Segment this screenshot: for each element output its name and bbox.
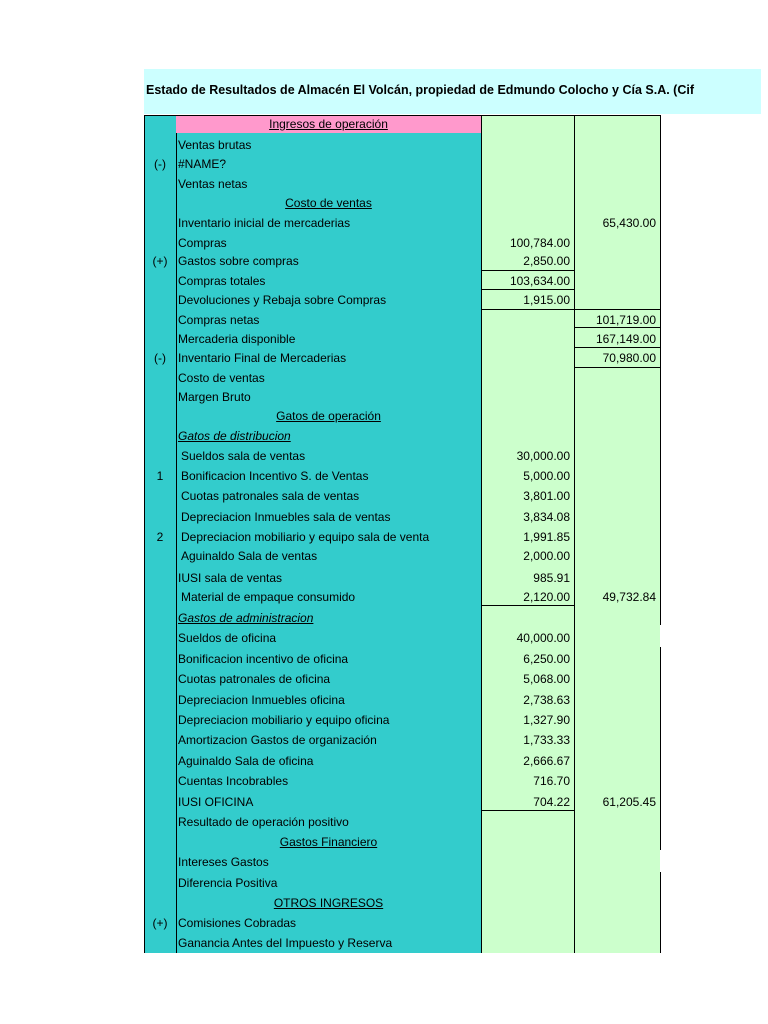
- table-row[interactable]: [144, 290, 660, 310]
- section-header: Gatos de operación: [276, 409, 381, 423]
- table-row[interactable]: [144, 154, 660, 174]
- section-header: OTROS INGRESOS: [273, 896, 384, 910]
- row-label: Depreciacion Inmuebles oficina: [178, 693, 345, 707]
- row-label: Cuentas Incobrables: [178, 774, 289, 788]
- row-label: Cuotas patronales de oficina: [178, 672, 331, 686]
- detail-value: 1,733.33: [523, 733, 570, 747]
- table-row[interactable]: [144, 710, 660, 730]
- table-row[interactable]: [144, 271, 660, 291]
- table-row[interactable]: [144, 213, 660, 233]
- table-row[interactable]: [144, 649, 660, 669]
- row-label: Compras totales: [178, 274, 266, 288]
- table-right-border: [660, 115, 661, 953]
- row-label: Costo de ventas: [178, 371, 265, 385]
- table-row[interactable]: [144, 792, 660, 812]
- detail-value: 1,915.00: [523, 293, 570, 307]
- total-value: 167,149.00: [595, 332, 656, 346]
- total-value: 70,980.00: [602, 351, 656, 365]
- detail-value: 704.22: [533, 795, 570, 809]
- detail-value: 2,666.67: [523, 754, 570, 768]
- table-row[interactable]: [144, 812, 660, 832]
- total-value: 101,719.00: [595, 313, 656, 327]
- table-row[interactable]: [144, 628, 660, 648]
- section-header: Gastos Financiero: [279, 835, 378, 849]
- row-label: Bonificacion incentivo de oficina: [178, 652, 349, 666]
- row-label: Devoluciones y Rebaja sobre Compras: [178, 293, 387, 307]
- table-row[interactable]: [144, 116, 660, 136]
- row-label: Ganancia Antes del Impuesto y Reserva: [178, 936, 393, 950]
- row-label: Aguinaldo Sala de oficina: [178, 754, 314, 768]
- table-row[interactable]: [144, 348, 660, 368]
- row-label: Margen Bruto: [178, 390, 251, 404]
- row-label: Cuotas patronales sala de ventas: [181, 489, 360, 503]
- row-label: Gastos sobre compras: [178, 254, 299, 268]
- row-label: Depreciacion mobiliario y equipo oficina: [178, 713, 390, 727]
- row-sign: (+): [152, 916, 168, 930]
- row-label: Sueldos de oficina: [178, 631, 277, 645]
- row-label: Compras: [178, 236, 227, 250]
- row-label: IUSI sala de ventas: [178, 571, 283, 585]
- table-row[interactable]: [144, 135, 660, 155]
- table-row[interactable]: [144, 406, 660, 426]
- detail-value: 30,000.00: [516, 449, 570, 463]
- detail-value: 3,834.08: [523, 510, 570, 524]
- detail-value: 103,634.00: [509, 274, 570, 288]
- row-label: Compras netas: [178, 313, 260, 327]
- row-label: Amortizacion Gastos de organización: [178, 733, 377, 747]
- cell-gap: [660, 850, 662, 872]
- row-sign: 2: [156, 530, 164, 544]
- row-label: Ventas brutas: [178, 138, 252, 152]
- table-row[interactable]: [144, 608, 660, 628]
- table-row[interactable]: [144, 426, 660, 446]
- sheet-title: Estado de Resultados de Almacén El Volcán, propiedad de Edmundo Colocho y Cía S.A. (Cif: [146, 83, 694, 97]
- total-value: 65,430.00: [602, 216, 656, 230]
- table-row[interactable]: [144, 913, 660, 933]
- table-row[interactable]: [144, 873, 660, 893]
- subsection-header: Gastos de administracion: [178, 611, 314, 625]
- table-row[interactable]: [144, 310, 660, 330]
- row-label: Bonificacion Incentivo S. de Ventas: [181, 469, 369, 483]
- detail-value: 6,250.00: [523, 652, 570, 666]
- section-header: Costo de ventas: [285, 196, 372, 210]
- table-row[interactable]: [144, 587, 660, 607]
- table-row[interactable]: [144, 446, 660, 466]
- table-row[interactable]: [144, 368, 660, 388]
- table-row[interactable]: [144, 251, 660, 271]
- row-label: Comisiones Cobradas: [178, 916, 297, 930]
- detail-value: 716.70: [533, 774, 570, 788]
- row-label: Resultado de operación positivo: [178, 815, 349, 829]
- total-value: 61,205.45: [602, 795, 656, 809]
- table-row[interactable]: [144, 893, 660, 913]
- detail-value: 1,327.90: [523, 713, 570, 727]
- section-header-ingresos: Ingresos de operación: [176, 116, 481, 133]
- table-row[interactable]: [144, 486, 660, 506]
- row-label: Material de empaque consumido: [181, 590, 356, 604]
- row-label: Diferencia Positiva: [178, 876, 278, 890]
- table-row[interactable]: [144, 233, 660, 253]
- table-row[interactable]: [144, 466, 660, 486]
- table-row[interactable]: [144, 527, 660, 547]
- table-row[interactable]: [144, 568, 660, 588]
- table-row[interactable]: [144, 852, 660, 872]
- detail-value: 40,000.00: [516, 631, 570, 645]
- table-row[interactable]: [144, 690, 660, 710]
- table-row[interactable]: [144, 832, 660, 852]
- row-sign: (-): [154, 157, 166, 171]
- title-cell[interactable]: [144, 69, 761, 114]
- row-label: Mercaderia disponible: [178, 332, 296, 346]
- row-label: Aguinaldo Sala de ventas: [181, 549, 318, 563]
- detail-value: 100,784.00: [509, 236, 570, 250]
- table-row[interactable]: [144, 546, 660, 566]
- table-row[interactable]: [144, 174, 660, 194]
- cell-gap: [660, 625, 662, 647]
- row-label: Depreciacion Inmuebles sala de ventas: [181, 510, 391, 524]
- row-label: Sueldos sala de ventas: [181, 449, 306, 463]
- table-row[interactable]: [144, 507, 660, 527]
- subsection-header: Gatos de distribucion: [178, 429, 291, 443]
- detail-value: 2,850.00: [523, 254, 570, 268]
- row-label: Intereses Gastos: [178, 855, 269, 869]
- row-label: Inventario Final de Mercaderias: [178, 351, 347, 365]
- table-row[interactable]: [144, 933, 660, 953]
- table-row[interactable]: [144, 193, 660, 213]
- row-label: Inventario inicial de mercaderias: [178, 216, 351, 230]
- table-row[interactable]: [144, 730, 660, 750]
- table-row[interactable]: [144, 771, 660, 791]
- row-label: IUSI OFICINA: [178, 795, 254, 809]
- detail-value: 985.91: [533, 571, 570, 585]
- row-label: Ventas netas: [178, 177, 248, 191]
- detail-value: 5,000.00: [523, 469, 570, 483]
- table-row[interactable]: [144, 751, 660, 771]
- detail-value: 2,120.00: [523, 590, 570, 604]
- detail-value: 2,738.63: [523, 693, 570, 707]
- table-row[interactable]: [144, 329, 660, 349]
- row-sign: (+): [152, 254, 168, 268]
- row-label: #NAME?: [178, 157, 227, 171]
- detail-value: 5,068.00: [523, 672, 570, 686]
- row-sign: 1: [156, 469, 164, 483]
- table-row[interactable]: [144, 669, 660, 689]
- table-row[interactable]: [144, 387, 660, 407]
- row-sign: (-): [154, 351, 166, 365]
- detail-value: 2,000.00: [523, 549, 570, 563]
- detail-value: 3,801.00: [523, 489, 570, 503]
- detail-value: 1,991.85: [523, 530, 570, 544]
- row-label: Depreciacion mobiliario y equipo sala de venta: [181, 530, 430, 544]
- total-value: 49,732.84: [602, 590, 656, 604]
